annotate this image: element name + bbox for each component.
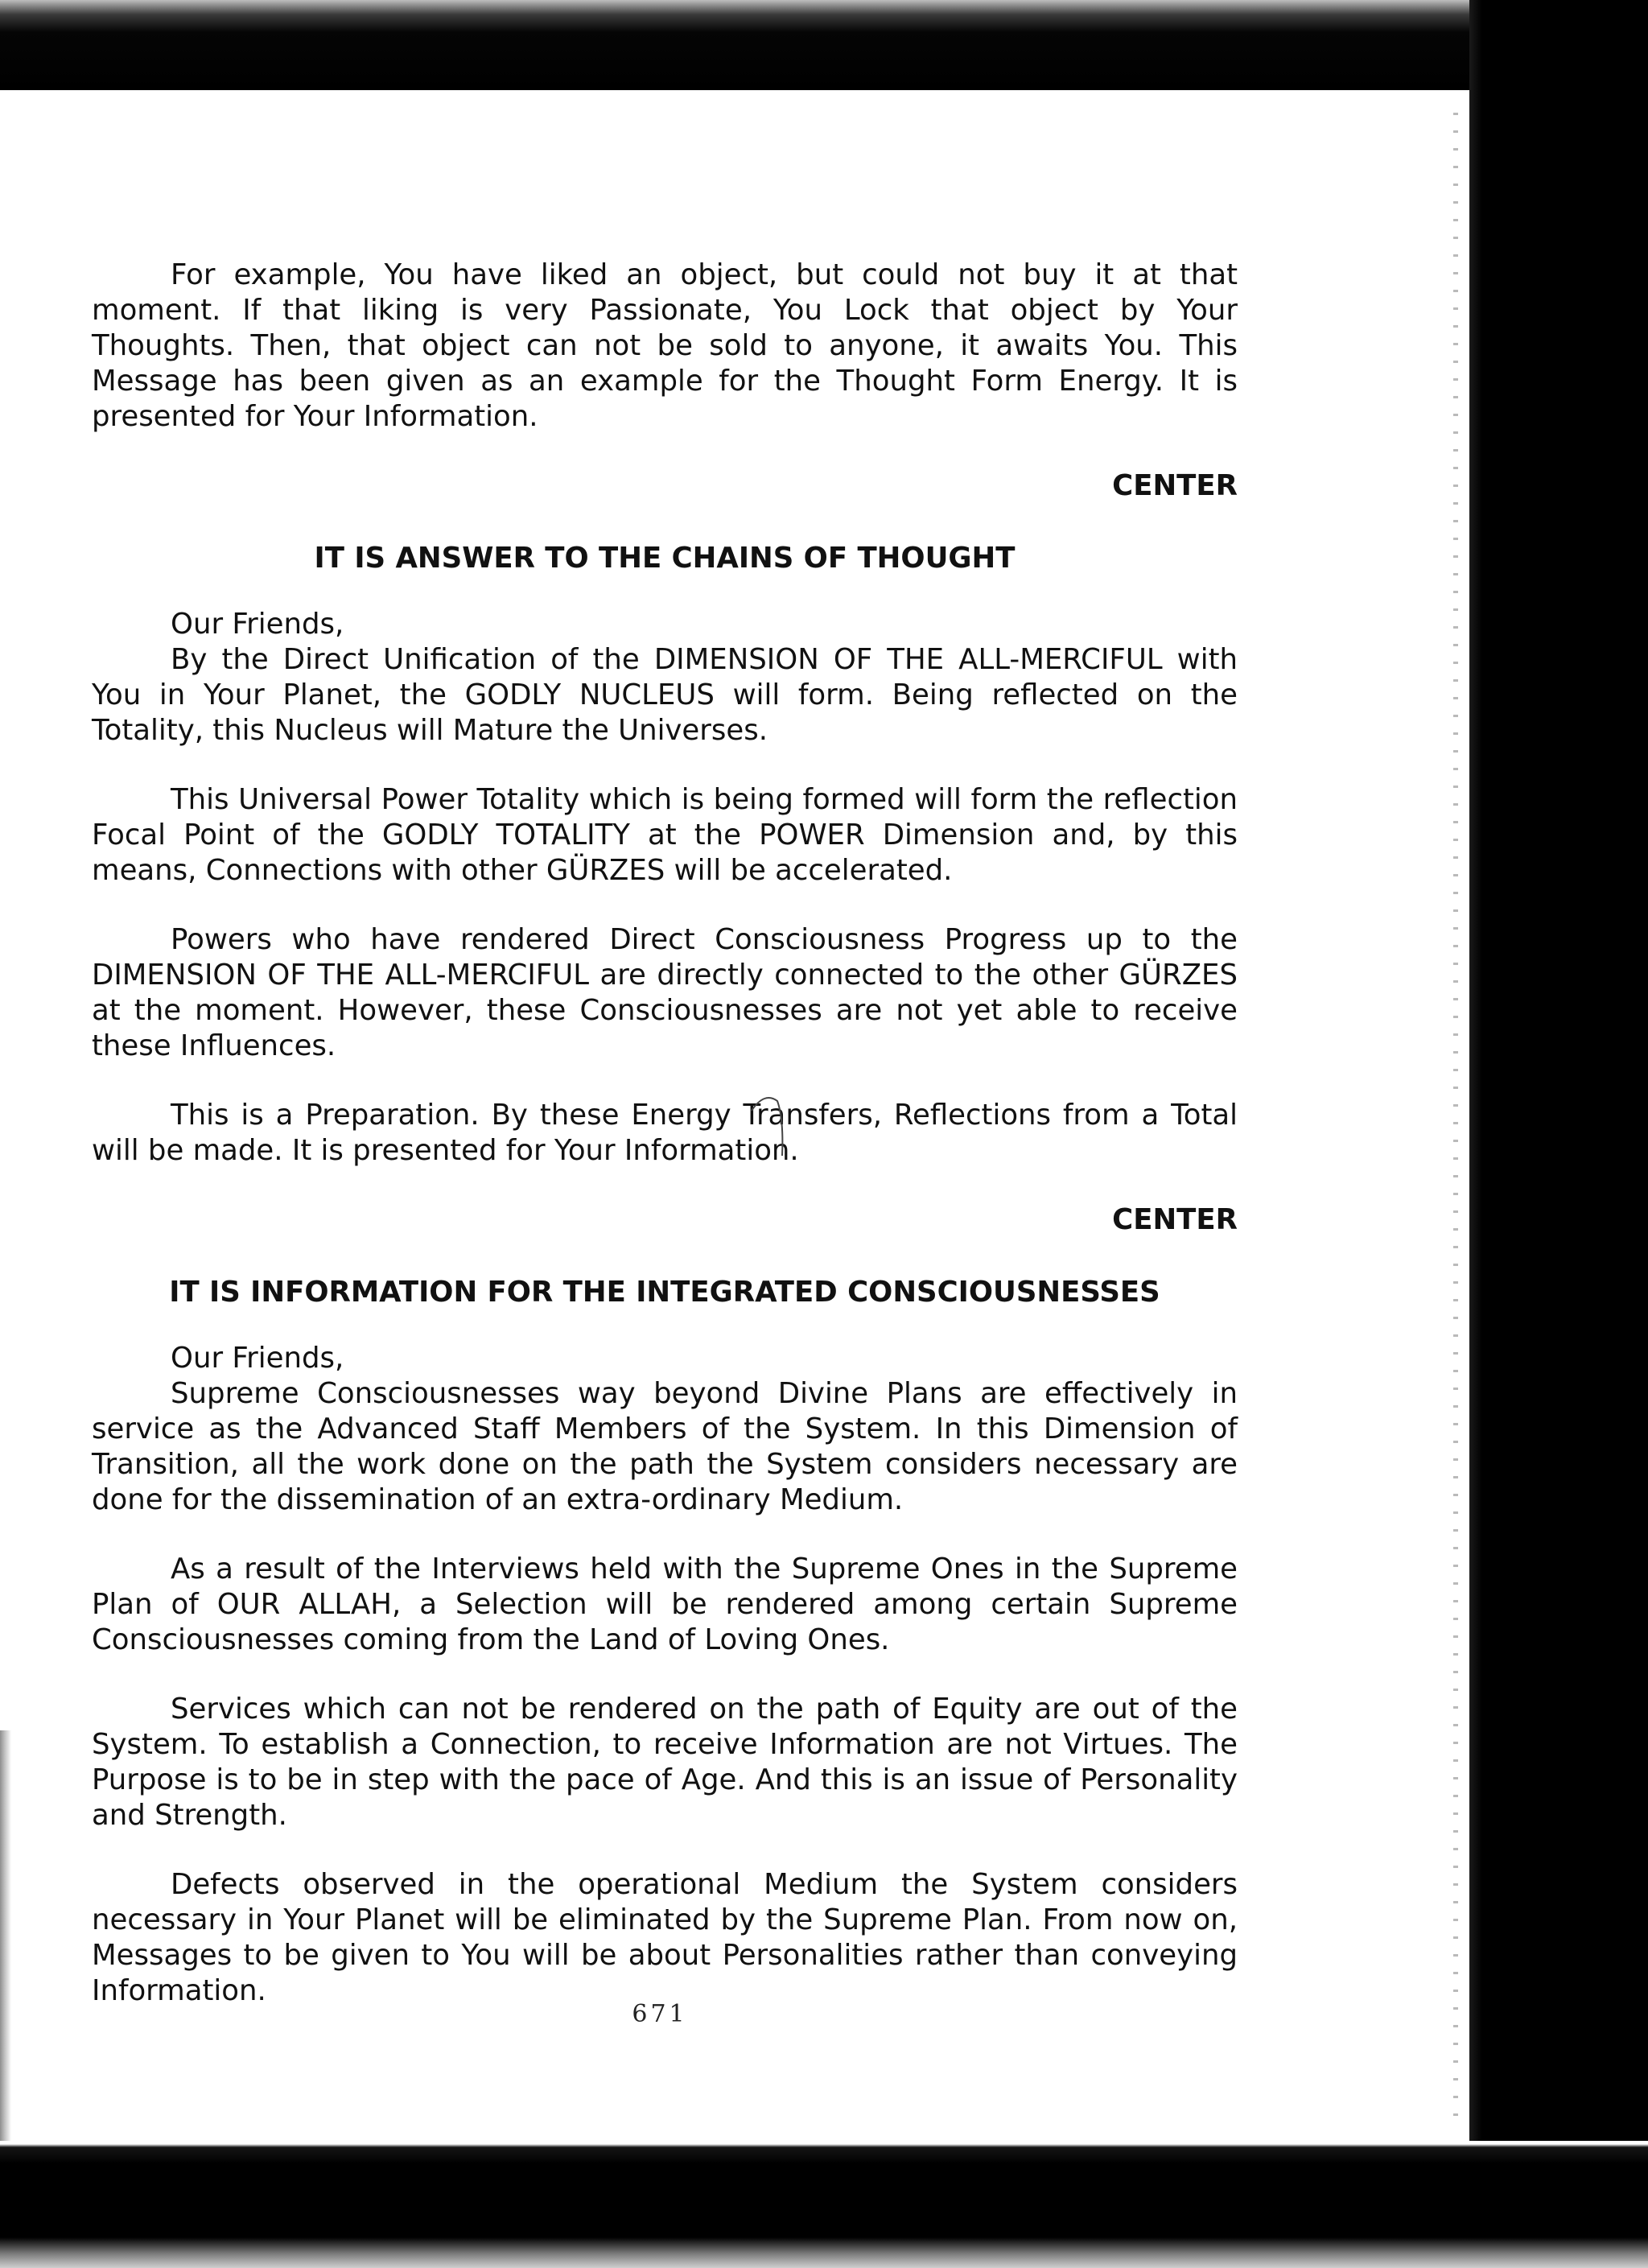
paragraph: Services which can not be rendered on the path of Equity are out of the System. To establish a Connection, to receive Information are not Virtues. The Purpose is to be in step with the pace of Age. And this is an issue of Personality and Strength. — [92, 1693, 1238, 1832]
paragraph: Defects observed in the operational Medium the System considers necessary in Your Planet will be eliminated by the Supreme Plan. From now on, Messages to be given to You will be about Personalities rather than conveying Information. — [92, 1868, 1238, 2007]
page-number: 671 — [632, 2000, 688, 2028]
paragraph: This is a Preparation. By these Energy Transfers, Reflections from a Total will be made. It is presented for Your Information. — [92, 1099, 1238, 1167]
salutation: Our Friends, — [171, 1342, 344, 1375]
paragraph: This Universal Power Totality which is being formed will form the reflection Focal Point of the GODLY TOTALITY at the POWER Dimension and, by this means, Connections with other GÜRZES will be accelerated. — [92, 783, 1238, 887]
paragraph: Supreme Consciousnesses way beyond Divine Plans are effectively in service as the Advanced Staff Members of the System. In this Dimension of Transition, all the work done on the path the System considers necessary are done for the dissemination of an extra-ordinary Medium. — [92, 1377, 1238, 1516]
paragraph: For example, You have liked an object, but could not buy it at that moment. If that liking is very Passionate, You Lock that object by Your Thoughts. Then, that object can not be sold to anyone, it awaits You. This Message has been given as an example for the Thought Form Energy. It is presented for Your Information. — [92, 258, 1238, 433]
section-heading: IT IS ANSWER TO THE CHAINS OF THOUGHT — [314, 542, 1016, 575]
paragraph: As a result of the Interviews held with the Supreme Ones in the Supreme Plan of OUR ALLAH, a Selection will be rendered among certain Supreme Consciousnesses coming from the Land of Loving Ones. — [92, 1553, 1238, 1656]
section-heading: IT IS INFORMATION FOR THE INTEGRATED CONSCIOUSNESSES — [169, 1276, 1160, 1309]
scan-border-bottom — [0, 2141, 1648, 2268]
signature: CENTER — [1112, 1203, 1238, 1236]
scan-border-top — [0, 0, 1648, 90]
paragraph: Powers who have rendered Direct Consciousness Progress up to the DIMENSION OF THE ALL-MERCIFUL are directly connected to the other GÜRZES at the moment. However, these Consciousnesses are not yet able to receive these Influences. — [92, 923, 1238, 1062]
scan-edge-left — [0, 1730, 11, 2141]
section-integrated-consciousnesses — [92, 1275, 1238, 2009]
page-body — [92, 258, 1238, 2043]
salutation: Our Friends, — [171, 608, 344, 641]
signature: CENTER — [1112, 469, 1238, 502]
paragraph: By the Direct Unification of the DIMENSION OF THE ALL-MERCIFUL with You in Your Planet, the GODLY NUCLEUS will form. Being reflected on the Totality, this Nucleus will Mature the Universes. — [92, 643, 1238, 747]
pen-mark-icon — [748, 1087, 797, 1159]
scan-border-right — [1469, 0, 1648, 2268]
scan-edge-dots — [1453, 113, 1458, 2125]
section-chains-of-thought — [92, 541, 1238, 1238]
section-thought-form — [92, 258, 1238, 504]
